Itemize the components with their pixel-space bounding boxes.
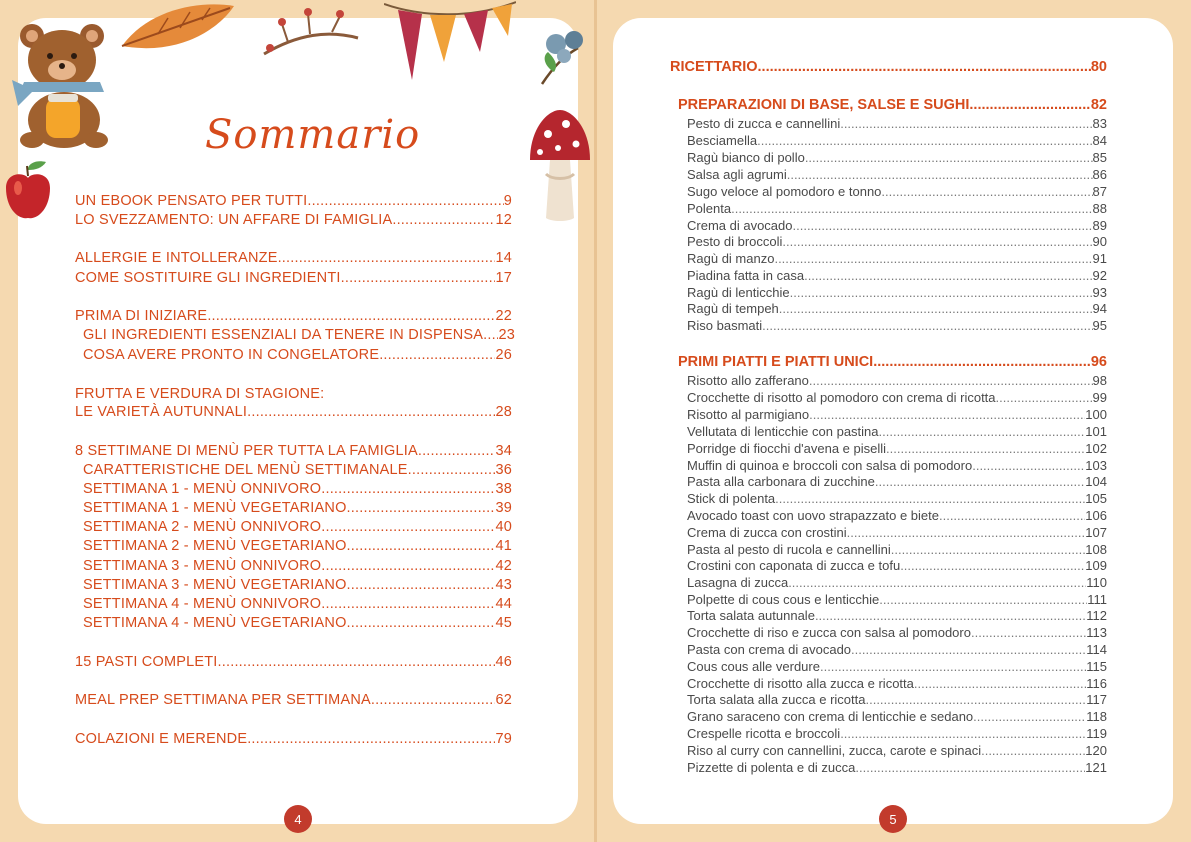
toc-entry[interactable] — [687, 541, 1107, 558]
apple-icon — [0, 158, 54, 224]
toc-entry-page: 83 — [1092, 116, 1107, 131]
bunting-icon — [384, 0, 516, 86]
toc-leader-dots — [886, 440, 1085, 457]
toc-entry[interactable] — [75, 404, 512, 422]
toc-entry-label: SETTIMANA 2 - MENÙ ONNIVORO — [83, 519, 322, 535]
toc-entry[interactable] — [83, 538, 512, 556]
toc-leader-dots — [779, 300, 1093, 317]
toc-leader-dots — [307, 193, 503, 210]
toc-leader-dots — [809, 406, 1085, 423]
toc-entry-label: SETTIMANA 1 - MENÙ ONNIVORO — [83, 481, 322, 497]
toc-entry[interactable] — [687, 457, 1107, 474]
toc-entry[interactable] — [687, 372, 1107, 389]
toc-leader-dots — [939, 507, 1085, 524]
toc-entry-page: 104 — [1085, 474, 1107, 489]
toc-entry[interactable] — [75, 212, 512, 230]
toc-leader-dots — [996, 389, 1093, 406]
toc-entry-page: 106 — [1085, 508, 1107, 523]
toc-entry-page: 80 — [1090, 59, 1107, 75]
toc-entry[interactable] — [687, 423, 1107, 440]
toc-entry[interactable] — [687, 115, 1107, 132]
toc-leader-dots — [762, 317, 1092, 334]
toc-entry[interactable] — [75, 731, 512, 749]
toc-leader-dots — [392, 212, 495, 229]
toc-entry-page: 62 — [495, 692, 512, 708]
toc-entry[interactable] — [687, 658, 1107, 675]
toc-entry-label: Pesto di zucca e cannellini — [687, 116, 841, 131]
toc-entry-page: 98 — [1092, 373, 1107, 388]
toc-entry[interactable] — [83, 481, 512, 499]
toc-entry[interactable] — [687, 267, 1107, 284]
toc-entry-page: 105 — [1085, 491, 1107, 506]
toc-entry[interactable] — [670, 59, 1107, 76]
toc-entry-label: SETTIMANA 3 - MENÙ ONNIVORO — [83, 558, 322, 574]
toc-entry-page: 101 — [1085, 424, 1107, 439]
toc-entry[interactable] — [678, 354, 1107, 371]
toc-entry-label: Lasagna di zucca — [687, 575, 789, 590]
toc-entry[interactable] — [687, 300, 1107, 317]
toc-leader-dots — [815, 607, 1086, 624]
toc-entry[interactable] — [687, 317, 1107, 334]
toc-entry-page: 93 — [1092, 285, 1107, 300]
toc-leader-dots — [793, 217, 1093, 234]
toc-entry-page: 113 — [1086, 625, 1107, 640]
toc-leader-dots — [972, 457, 1085, 474]
toc-entry-page: 86 — [1092, 167, 1107, 182]
toc-leader-dots — [851, 641, 1086, 658]
toc-entry-page: 111 — [1087, 592, 1107, 607]
toc-entry-label: Avocado toast con uovo strapazzato e biete — [687, 508, 939, 523]
toc-entry-page: 44 — [495, 596, 512, 612]
branch-icon — [258, 4, 362, 60]
toc-entry-page: 42 — [495, 558, 512, 574]
toc-entry-label: CARATTERISTICHE DEL MENÙ SETTIMANALE — [83, 462, 408, 478]
toc-leader-dots — [218, 654, 496, 671]
toc-leader-dots — [820, 658, 1086, 675]
toc-entry[interactable] — [687, 742, 1107, 759]
toc-entry-label: Muffin di quinoa e broccoli con salsa di pomodoro — [687, 458, 973, 473]
toc-entry[interactable] — [75, 443, 512, 461]
toc-entry-page: 41 — [495, 538, 512, 554]
toc-leader-dots — [879, 423, 1086, 440]
toc-leader-dots — [914, 675, 1086, 692]
toc-entry[interactable] — [75, 308, 512, 326]
toc-entry-label: Crocchette di risotto al pomodoro con crema di ricotta — [687, 390, 996, 405]
toc-entry[interactable] — [687, 250, 1107, 267]
toc-entry-label: Ragù di tempeh — [687, 301, 779, 316]
toc-entry-label: Pizzette di polenta e di zucca — [687, 760, 856, 775]
toc-entry[interactable] — [687, 675, 1107, 692]
toc-leader-dots — [879, 591, 1087, 608]
toc-entry[interactable] — [687, 132, 1107, 149]
toc-entry-label: UN EBOOK PENSATO PER TUTTI — [75, 193, 308, 209]
toc-leader-dots — [847, 524, 1086, 541]
toc-entry-label: PRIMI PIATTI E PIATTI UNICI — [678, 354, 874, 370]
toc-leader-dots — [247, 731, 495, 748]
toc-entry-page: 14 — [495, 250, 512, 266]
toc-entry[interactable] — [75, 692, 512, 710]
toc-leader-dots — [247, 404, 495, 421]
toc-leader-dots — [900, 557, 1085, 574]
mushroom-icon — [528, 106, 592, 226]
toc-leader-dots — [321, 481, 495, 498]
toc-entry-label: Vellutata di lenticchie con pastina — [687, 424, 879, 439]
toc-leader-dots — [321, 596, 495, 613]
toc-entry-page: 28 — [495, 404, 512, 420]
toc-entry-label: MEAL PREP SETTIMANA PER SETTIMANA — [75, 692, 371, 708]
toc-entry-label: Risotto allo zafferano — [687, 373, 809, 388]
toc-entry[interactable] — [687, 284, 1107, 301]
toc-entry-label: 8 SETTIMANE DI MENÙ PER TUTTA LA FAMIGLIA — [75, 443, 418, 459]
toc-entry[interactable] — [687, 691, 1107, 708]
toc-entry-page: 99 — [1092, 390, 1107, 405]
toc-entry-page: 121 — [1085, 760, 1107, 775]
toc-entry[interactable] — [83, 500, 512, 518]
toc-entry-page: 91 — [1092, 251, 1107, 266]
toc-entry-label: Torta salata autunnale — [687, 608, 815, 623]
toc-leader-dots — [371, 692, 496, 709]
toc-leader-dots — [788, 574, 1086, 591]
toc-leader-dots — [855, 759, 1085, 776]
toc-entry[interactable] — [75, 193, 512, 211]
toc-entry-label: Piadina fatta in casa — [687, 268, 805, 283]
toc-entry-page: 89 — [1092, 218, 1107, 233]
toc-entry-page: 116 — [1086, 676, 1107, 691]
toc-entry-label: Crespelle ricotta e broccoli — [687, 726, 841, 741]
toc-leader-dots — [865, 691, 1086, 708]
toc-entry-page: 109 — [1085, 558, 1107, 573]
toc-entry[interactable] — [83, 519, 512, 537]
toc-entry[interactable] — [687, 591, 1107, 608]
berries-icon — [534, 26, 596, 88]
toc-entry-label: Ragù bianco di pollo — [687, 150, 805, 165]
toc-leader-dots — [809, 372, 1093, 389]
toc-entry-page: 82 — [1090, 97, 1107, 113]
toc-leader-dots — [347, 500, 496, 517]
toc-entry[interactable] — [83, 347, 512, 365]
toc-leader-dots — [347, 577, 496, 594]
toc-entry[interactable] — [687, 389, 1107, 406]
toc-leader-dots — [483, 327, 498, 344]
toc-entry-label: FRUTTA E VERDURA DI STAGIONE: — [75, 386, 325, 402]
toc-entry[interactable] — [687, 440, 1107, 457]
toc-entry-page: 119 — [1086, 726, 1107, 741]
toc-entry[interactable] — [83, 327, 515, 345]
toc-leader-dots — [207, 308, 495, 325]
toc-entry-page: 23 — [498, 327, 515, 343]
toc-entry-label: SETTIMANA 1 - MENÙ VEGETARIANO — [83, 500, 347, 516]
toc-entry[interactable] — [75, 386, 512, 404]
toc-entry-label: Cous cous alle verdure — [687, 659, 820, 674]
toc-entry-label: Pasta alla carbonara di zucchine — [687, 474, 875, 489]
toc-leader-dots — [775, 490, 1085, 507]
toc-entry-page: 85 — [1092, 150, 1107, 165]
toc-entry-label: RICETTARIO — [670, 59, 758, 75]
toc-entry-page: 102 — [1085, 441, 1107, 456]
toc-entry-label: LO SVEZZAMENTO: UN AFFARE DI FAMIGLIA — [75, 212, 393, 228]
toc-entry[interactable] — [83, 558, 512, 576]
toc-leader-dots — [347, 538, 496, 555]
toc-entry[interactable] — [687, 217, 1107, 234]
toc-entry[interactable] — [75, 250, 512, 268]
toc-entry-label: Crema di zucca con crostini — [687, 525, 847, 540]
toc-entry-label: Polenta — [687, 201, 732, 216]
toc-leader-dots — [805, 149, 1093, 166]
toc-entry[interactable] — [678, 97, 1107, 114]
toc-leader-dots — [971, 624, 1086, 641]
toc-leader-dots — [840, 115, 1092, 132]
toc-leader-dots — [341, 270, 496, 287]
toc-entry-page: 26 — [495, 347, 512, 363]
toc-leader-dots — [969, 97, 1090, 114]
toc-entry-label: Stick di polenta — [687, 491, 776, 506]
toc-leader-dots — [881, 183, 1092, 200]
toc-entry[interactable] — [687, 233, 1107, 250]
toc-leader-dots — [840, 725, 1086, 742]
toc-entry-page: 38 — [495, 481, 512, 497]
toc-entry-page: 117 — [1086, 692, 1107, 707]
toc-entry-page: 100 — [1085, 407, 1107, 422]
toc-entry-label: LE VARIETÀ AUTUNNALI — [75, 404, 248, 420]
toc-entry-page: 92 — [1092, 268, 1107, 283]
toc-entry-page: 39 — [495, 500, 512, 516]
toc-leader-dots — [787, 166, 1093, 183]
toc-entry-label: SETTIMANA 3 - MENÙ VEGETARIANO — [83, 577, 347, 593]
toc-entry-label: Crocchette di risotto alla zucca e ricotta — [687, 676, 914, 691]
toc-entry-label: Grano saraceno con crema di lenticchie e sedano — [687, 709, 974, 724]
toc-entry[interactable] — [75, 270, 512, 288]
toc-leader-dots — [804, 267, 1092, 284]
toc-entry-label: Salsa agli agrumi — [687, 167, 787, 182]
toc-entry[interactable] — [83, 615, 512, 633]
toc-leader-dots — [782, 233, 1092, 250]
page-title: Sommario — [205, 112, 421, 158]
toc-leader-dots — [757, 132, 1092, 149]
toc-entry-page: 118 — [1086, 709, 1107, 724]
toc-entry[interactable] — [83, 462, 512, 480]
toc-leader-dots — [758, 59, 1091, 76]
toc-leader-dots — [891, 541, 1086, 558]
toc-entry[interactable] — [687, 557, 1107, 574]
toc-leader-dots — [981, 742, 1085, 759]
toc-leader-dots — [418, 443, 496, 460]
toc-entry-page: 90 — [1092, 234, 1107, 249]
toc-entry-page: 94 — [1092, 301, 1107, 316]
toc-entry-page: 114 — [1086, 642, 1107, 657]
bear-icon — [4, 20, 114, 150]
toc-entry-page: 88 — [1092, 201, 1107, 216]
toc-entry[interactable] — [687, 183, 1107, 200]
toc-entry-label: Riso basmati — [687, 318, 763, 333]
book-spine — [594, 0, 597, 842]
toc-entry[interactable] — [687, 406, 1107, 423]
toc-entry-page: 17 — [495, 270, 512, 286]
toc-entry-page: 22 — [495, 308, 512, 324]
toc-entry-label: Riso al curry con cannellini, zucca, carote e spinaci — [687, 743, 982, 758]
toc-entry-page: 84 — [1092, 133, 1107, 148]
toc-leader-dots — [278, 250, 496, 267]
toc-entry-page: 107 — [1085, 525, 1107, 540]
toc-leader-dots — [973, 708, 1086, 725]
toc-leader-dots — [408, 462, 496, 479]
toc-entry-label: Risotto al parmigiano — [687, 407, 810, 422]
toc-entry[interactable] — [687, 166, 1107, 183]
toc-entry-label: COME SOSTITUIRE GLI INGREDIENTI — [75, 270, 341, 286]
leaf-icon — [118, 0, 238, 60]
toc-entry-label: Polpette di cous cous e lenticchie — [687, 592, 880, 607]
toc-entry-page: 34 — [495, 443, 512, 459]
toc-entry-page: 120 — [1085, 743, 1107, 758]
toc-entry-page: 43 — [495, 577, 512, 593]
toc-entry[interactable] — [687, 574, 1107, 591]
toc-entry[interactable] — [687, 641, 1107, 658]
toc-leader-dots — [731, 200, 1092, 217]
toc-entry[interactable] — [687, 524, 1107, 541]
toc-entry-page: 12 — [495, 212, 512, 228]
toc-entry-label: Ragù di manzo — [687, 251, 775, 266]
toc-leader-dots — [873, 354, 1091, 371]
toc-entry[interactable] — [687, 200, 1107, 217]
toc-entry-label: Porridge di fiocchi d'avena e piselli — [687, 441, 887, 456]
toc-entry-label: Ragù di lenticchie — [687, 285, 790, 300]
toc-leader-dots — [875, 473, 1085, 490]
toc-entry[interactable] — [687, 473, 1107, 490]
toc-entry[interactable] — [687, 490, 1107, 507]
toc-entry-label: SETTIMANA 4 - MENÙ ONNIVORO — [83, 596, 322, 612]
toc-entry-label: Sugo veloce al pomodoro e tonno — [687, 184, 882, 199]
toc-entry-label: Pasta al pesto di rucola e cannellini — [687, 542, 891, 557]
toc-entry-page: 103 — [1085, 458, 1107, 473]
toc-leader-dots — [321, 519, 495, 536]
toc-entry-page: 115 — [1086, 659, 1107, 674]
toc-entry-label: ALLERGIE E INTOLLERANZE — [75, 250, 278, 266]
toc-entry[interactable] — [687, 759, 1107, 776]
toc-leader-dots — [774, 250, 1092, 267]
toc-entry[interactable] — [75, 654, 512, 672]
toc-entry-label: Besciamella — [687, 133, 758, 148]
toc-entry[interactable] — [687, 507, 1107, 524]
toc-entry-label: Torta salata alla zucca e ricotta — [687, 692, 866, 707]
toc-entry-page: 112 — [1086, 608, 1107, 623]
toc-entry-page: 45 — [495, 615, 512, 631]
toc-entry-page: 96 — [1090, 354, 1107, 370]
toc-entry-page: 87 — [1092, 184, 1107, 199]
toc-entry-label: GLI INGREDIENTI ESSENZIALI DA TENERE IN DISPENSA — [83, 327, 484, 343]
toc-entry-label: SETTIMANA 2 - MENÙ VEGETARIANO — [83, 538, 347, 554]
toc-entry-label: 15 PASTI COMPLETI — [75, 654, 218, 670]
toc-entry-page: 79 — [495, 731, 512, 747]
toc-entry-page: 108 — [1085, 542, 1107, 557]
toc-entry-label: Crocchette di riso e zucca con salsa al pomodoro — [687, 625, 971, 640]
toc-leader-dots — [379, 347, 495, 364]
toc-entry-page: 46 — [495, 654, 512, 670]
toc-leader-dots — [321, 558, 495, 575]
toc-entry-label: COSA AVERE PRONTO IN CONGELATORE — [83, 347, 380, 363]
toc-entry[interactable] — [687, 708, 1107, 725]
toc-entry-label: Crema di avocado — [687, 218, 793, 233]
toc-entry-label: Pasta con crema di avocado — [687, 642, 852, 657]
toc-entry-page: 40 — [495, 519, 512, 535]
toc-entry-page: 95 — [1092, 318, 1107, 333]
toc-entry-page: 9 — [503, 193, 512, 209]
toc-entry-page: 110 — [1086, 575, 1107, 590]
toc-entry[interactable] — [687, 607, 1107, 624]
toc-entry[interactable] — [687, 624, 1107, 641]
toc-entry[interactable] — [687, 149, 1107, 166]
toc-entry-label: COLAZIONI E MERENDE — [75, 731, 248, 747]
toc-entry-label: Crostini con caponata di zucca e tofu — [687, 558, 901, 573]
toc-leader-dots — [790, 284, 1093, 301]
page-number-badge: 5 — [879, 805, 907, 833]
page-number-badge: 4 — [284, 805, 312, 833]
toc-leader-dots — [347, 615, 496, 632]
toc-entry[interactable] — [83, 596, 512, 614]
toc-entry-label: PRIMA DI INIZIARE — [75, 308, 208, 324]
toc-entry-label: SETTIMANA 4 - MENÙ VEGETARIANO — [83, 615, 347, 631]
toc-entry[interactable] — [83, 577, 512, 595]
toc-entry[interactable] — [687, 725, 1107, 742]
toc-entry-page: 36 — [495, 462, 512, 478]
toc-entry-label: PREPARAZIONI DI BASE, SALSE E SUGHI — [678, 97, 970, 113]
toc-entry-label: Pesto di broccoli — [687, 234, 783, 249]
